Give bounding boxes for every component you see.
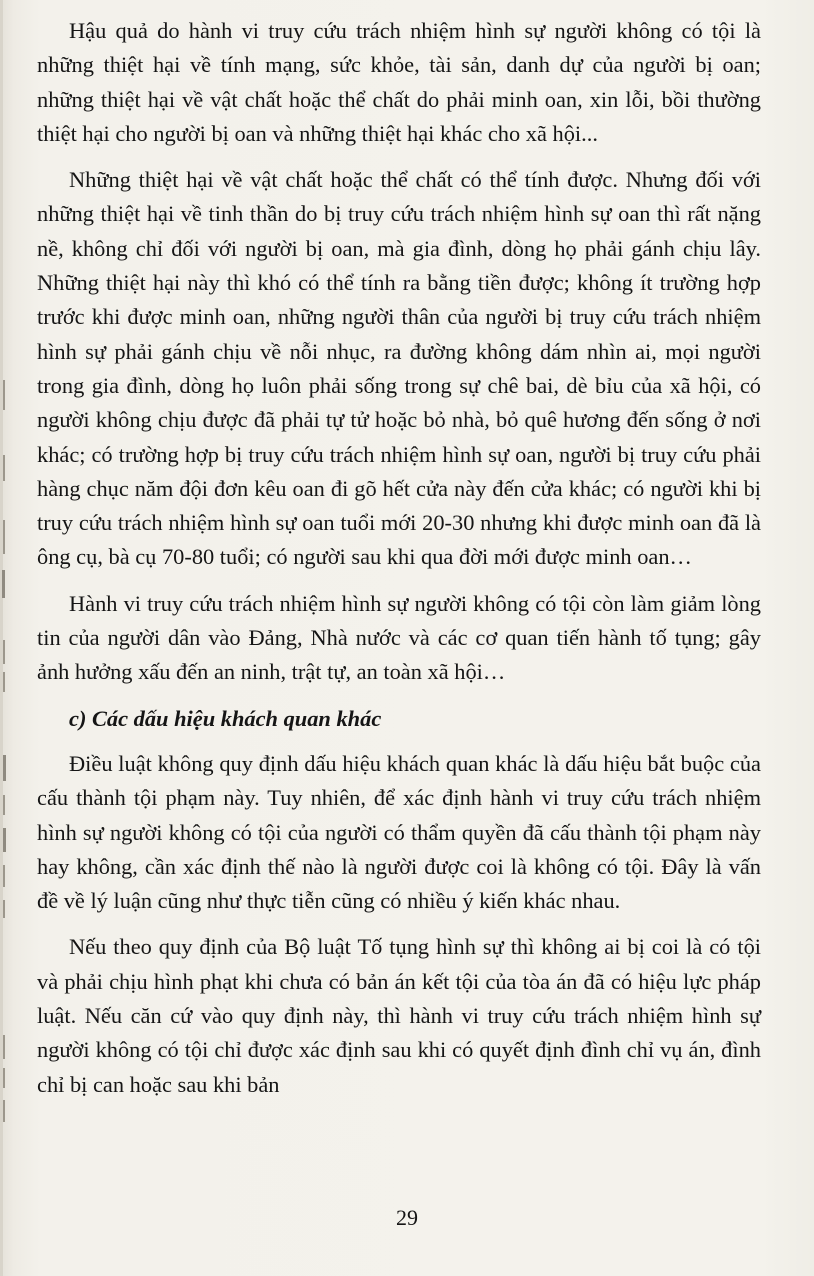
page-number: 29 bbox=[396, 1205, 418, 1230]
paragraph: Nếu theo quy định của Bộ luật Tố tụng hình sự thì không ai bị coi là có tội và phải chịu hình phạt khi chưa có bản án kết tội của tòa án đã có hiệu lực pháp luật. Nếu căn cứ vào quy định này, thì hành vi truy cứu trách nhiệm hình sự người không có tội chỉ được xác định sau khi có quyết định đình chỉ vụ án, đình chỉ bị can hoặc sau khi bản bbox=[37, 934, 761, 1097]
paragraph: Hành vi truy cứu trách nhiệm hình sự người không có tội còn làm giảm lòng tin của người dân vào Đảng, Nhà nước và các cơ quan tiến hành tố tụng; gây ảnh hưởng xấu đến an ninh, trật tự, an toàn xã hội… bbox=[37, 590, 761, 685]
page-body bbox=[37, 14, 761, 1114]
paragraph: Những thiệt hại về vật chất hoặc thể chất có thể tính được. Nhưng đối với những thiệt hại về tinh thần do bị truy cứu trách nhiệm hình sự oan thì rất nặng nề, không chỉ đối với người bị oan, mà gia đình, dòng họ phải gánh chịu lây. Những thiệt hại này thì khó có thể tính ra bằng tiền được; không ít trường hợp trước khi được minh oan, những người thân của người bị truy cứu trách nhiệm hình sự phải gánh chịu về nỗi nhục, ra đường không dám nhìn ai, mọi người trong gia đình, dòng họ luôn phải sống trong sự chê bai, dè bỉu của xã hội, có người không chịu được đã phải tự tử hoặc bỏ nhà, bỏ quê hương đến sống ở nơi khác; có trường hợp bị truy cứu trách nhiệm hình sự oan, người bị truy cứu phải hàng chục năm đội đơn kêu oan đi gõ hết cửa này đến cửa khác; có người khi bị truy cứu trách nhiệm hình sự oan tuổi mới 20-30 nhưng khi được minh oan đã là ông cụ, bà cụ 70-80 tuổi; có người sau khi qua đời mới được minh oan… bbox=[37, 167, 761, 570]
paragraph: Hậu quả do hành vi truy cứu trách nhiệm hình sự người không có tội là những thiệt hại về tính mạng, sức khỏe, tài sản, danh dự của người bị oan; những thiệt hại về vật chất hoặc thể chất do phải minh oan, xin lỗi, bồi thường thiệt hại cho người bị oan và những thiệt hại khác cho xã hội... bbox=[37, 18, 761, 146]
section-heading: c) Các dấu hiệu khách quan khác bbox=[69, 705, 382, 731]
page-edge-shadow bbox=[0, 0, 14, 1276]
paragraph: Điều luật không quy định dấu hiệu khách quan khác là dấu hiệu bắt buộc của cấu thành tội phạm này. Tuy nhiên, để xác định hành vi truy cứu trách nhiệm hình sự người không có tội của người có thẩm quyền đã cấu thành tội phạm này hay không, cần xác định thế nào là người được coi là không có tội. Đây là vấn đề về lý luận cũng như thực tiễn cũng có nhiều ý kiến khác nhau. bbox=[37, 750, 761, 914]
